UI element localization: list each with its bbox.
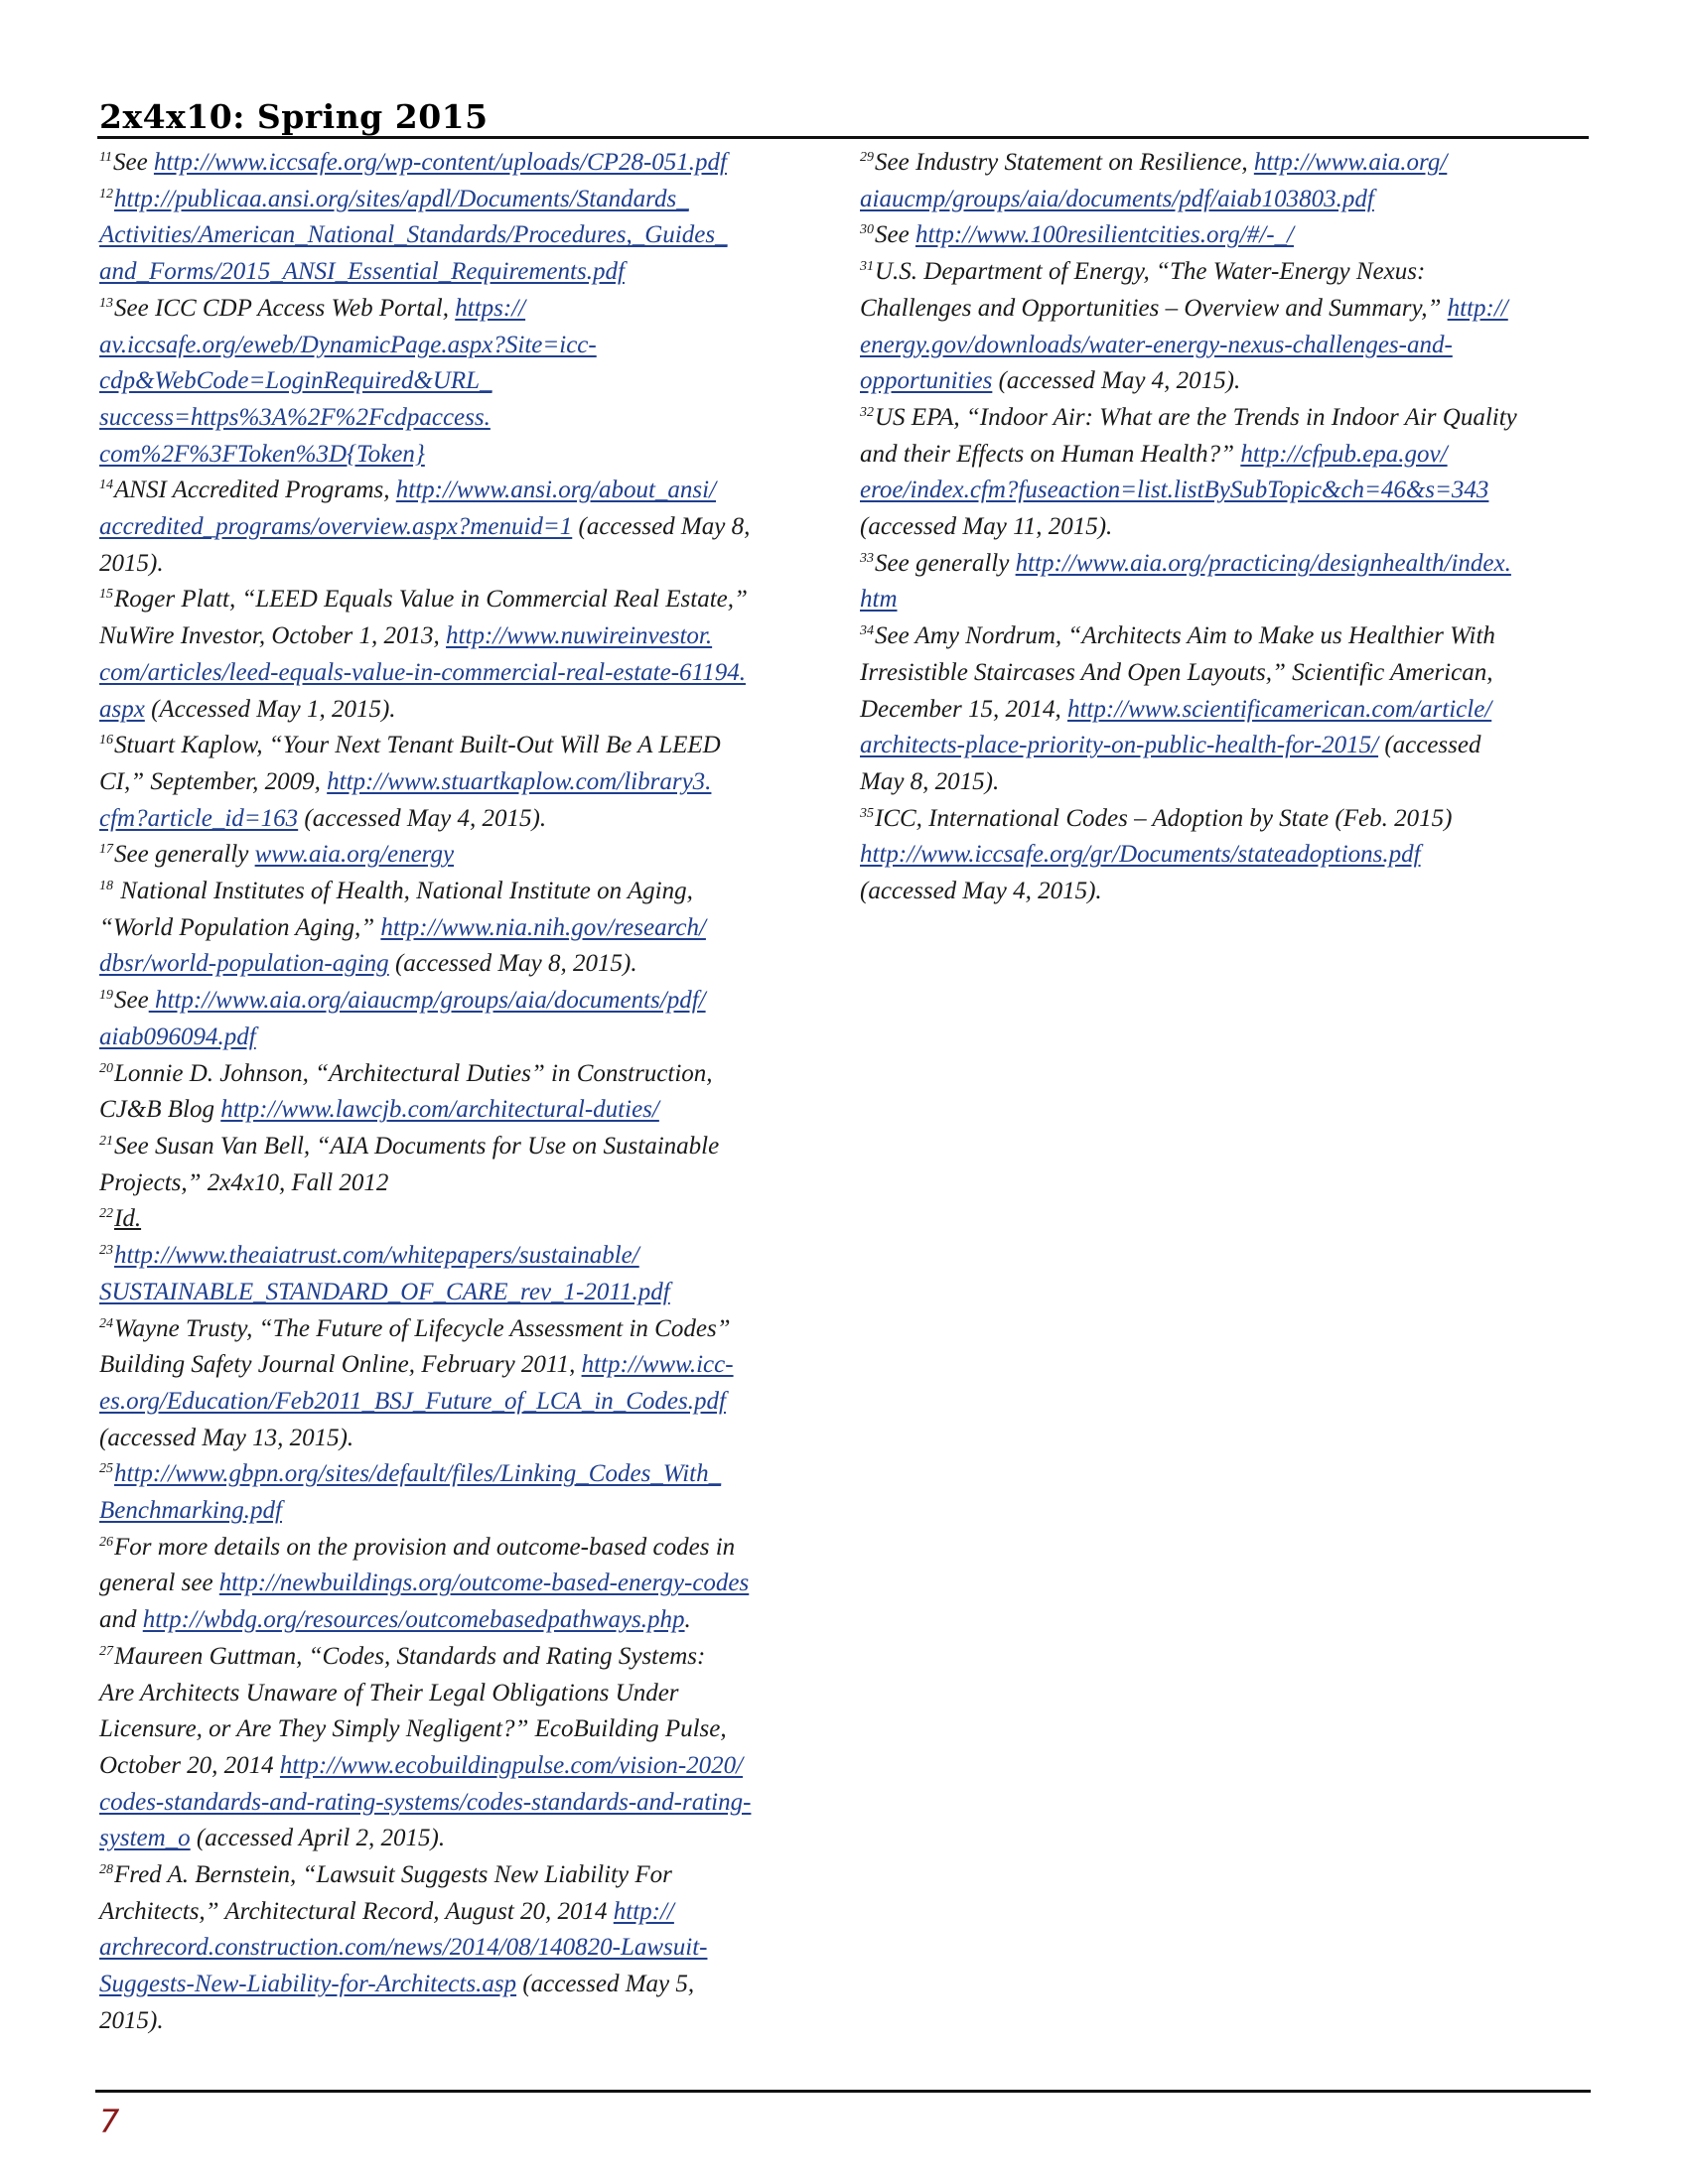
footnote-link[interactable]: http://www.gbpn.org/sites/default/files/Linking_Codes_With_ — [114, 1460, 722, 1488]
footnote-line — [860, 437, 1595, 474]
footnote-line — [99, 254, 834, 291]
footnote-line — [99, 1129, 834, 1165]
footnote-number: 34 — [860, 623, 874, 639]
footnote-line — [860, 473, 1595, 509]
footnote-link[interactable]: cfm?article_id=163 — [99, 804, 299, 832]
footnote-line — [860, 400, 1595, 437]
footnote-line — [99, 400, 834, 437]
footnote-text: 2015). — [99, 2006, 164, 2034]
footnote-link[interactable]: SUSTAINABLE_STANDARD_OF_CARE_rev_1-2011.pdf — [99, 1278, 670, 1305]
footnote-link[interactable]: cdp&WebCode=LoginRequired&URL_ — [99, 367, 492, 395]
footnote-line — [99, 182, 834, 218]
footnote-link[interactable]: http://www.scientificamerican.com/article/ — [1066, 695, 1492, 723]
footnote-25 — [99, 1456, 834, 1529]
footnote-text: . — [684, 1606, 691, 1634]
footnote-text: Id. — [114, 1205, 142, 1233]
footnote-line — [99, 1275, 834, 1311]
footnote-line — [99, 1711, 834, 1748]
footnote-text: ANSI Accredited Programs, — [114, 477, 396, 504]
footnote-text: (accessed May 13, 2015). — [99, 1424, 354, 1451]
footnote-number: 31 — [860, 259, 874, 275]
footnote-line — [860, 801, 1595, 838]
footnote-27 — [99, 1639, 834, 1857]
footnote-line — [99, 1857, 834, 1894]
footnote-text: See generally — [114, 841, 255, 869]
footnote-line — [99, 1384, 834, 1421]
footnote-number: 27 — [99, 1643, 113, 1659]
footnote-number: 12 — [99, 186, 113, 202]
footnote-link[interactable]: http://www.aia.org/ — [1253, 149, 1448, 176]
footnote-13 — [99, 291, 834, 474]
footnote-link[interactable]: http://wbdg.org/resources/outcomebasedpathways.php — [142, 1606, 685, 1634]
footer-divider — [95, 2090, 1591, 2093]
footnote-text: Licensure, or Are They Simply Negligent?” EcoBuilding Pulse, — [99, 1715, 727, 1743]
footnote-line — [99, 1530, 834, 1567]
footnote-line — [99, 1347, 834, 1384]
footnote-18 — [99, 874, 834, 983]
footnote-text: Are Architects Unaware of Their Legal Obligations Under — [99, 1679, 679, 1706]
footnote-28 — [99, 1857, 834, 2040]
footnote-number: 16 — [99, 733, 113, 749]
footnote-line — [860, 874, 1595, 910]
footnote-number: 32 — [860, 404, 874, 420]
footnote-number: 18 — [99, 879, 113, 894]
footnote-line — [99, 1311, 834, 1348]
footnote-line — [99, 1602, 834, 1639]
footnote-32 — [860, 400, 1595, 546]
footnote-26 — [99, 1530, 834, 1639]
footnote-link[interactable]: and_Forms/2015_ANSI_Essential_Requirements.pdf — [99, 258, 625, 286]
footnote-text: (accessed May 8, 2015). — [388, 950, 637, 978]
footnote-text: Roger Platt, “LEED Equals Value in Commercial Real Estate,” — [114, 586, 748, 614]
footnote-link[interactable]: http://www.lawcjb.com/architectural-duties/ — [220, 1096, 659, 1124]
footnote-line — [99, 328, 834, 364]
footnote-text: Architects,” Architectural Record, August 20, 2014 — [99, 1897, 614, 1925]
footnote-line — [99, 983, 834, 1020]
footnote-12 — [99, 182, 834, 291]
footnote-link[interactable]: opportunities — [860, 367, 993, 395]
footnote-line — [99, 1566, 834, 1602]
page-number: 7 — [99, 2103, 120, 2140]
footnote-number: 23 — [99, 1243, 113, 1259]
footnote-line — [99, 582, 834, 618]
footnote-text: See Amy Nordrum, “Architects Aim to Make us Healthier With — [875, 622, 1495, 650]
footnote-number: 17 — [99, 842, 113, 858]
footnote-link[interactable]: success=https%3A%2F%2Fcdpaccess. — [99, 403, 491, 431]
footnote-text: October 20, 2014 — [99, 1751, 280, 1779]
footnote-line — [99, 1676, 834, 1712]
footnote-line — [99, 1930, 834, 1967]
footnote-number: 14 — [99, 478, 113, 493]
footnote-line — [99, 837, 834, 874]
footnote-29 — [860, 145, 1595, 217]
footnote-link[interactable]: http://www.iccsafe.org/wp-content/uploads/CP28-051.pdf — [153, 149, 727, 176]
footnote-16 — [99, 728, 834, 837]
footnote-line — [99, 217, 834, 254]
footnote-line — [860, 618, 1595, 655]
footnote-line — [99, 1020, 834, 1056]
footnote-text: (Accessed May 1, 2015). — [144, 695, 396, 723]
footnotes-left-column — [99, 145, 834, 2040]
footnote-line — [99, 2003, 834, 2040]
footnote-line — [99, 1092, 834, 1129]
footnote-line — [99, 801, 834, 838]
footnote-link[interactable]: energy.gov/downloads/water-energy-nexus-challenges-and- — [860, 331, 1453, 358]
footnote-number: 20 — [99, 1060, 113, 1076]
footnote-text: Building Safety Journal Online, February 2011, — [99, 1351, 582, 1379]
footnote-text: US EPA, “Indoor Air: What are the Trends in Indoor Air Quality — [875, 403, 1517, 431]
footnote-link[interactable]: https:// — [455, 294, 526, 322]
footnote-text: Wayne Trusty, “The Future of Lifecycle Assessment in Codes” — [114, 1314, 731, 1342]
footnote-line — [99, 1201, 834, 1238]
footnote-19 — [99, 983, 834, 1055]
footnote-link[interactable]: accredited_programs/overview.aspx?menuid=1 — [99, 513, 573, 541]
footnote-link[interactable]: http://www.ansi.org/about_ansi/ — [395, 477, 717, 504]
footnote-link[interactable]: archrecord.construction.com/news/2014/08/140820-Lawsuit- — [99, 1934, 708, 1962]
footnote-text: ICC, International Codes – Adoption by State (Feb. 2015) — [875, 804, 1453, 832]
footnote-link[interactable]: Activities/American_National_Standards/Procedures,_Guides_ — [99, 221, 728, 249]
footnote-number: 29 — [860, 150, 874, 165]
footnote-link[interactable]: http:// — [1447, 294, 1508, 322]
footnote-number: 33 — [860, 550, 874, 566]
footnote-text: See ICC CDP Access Web Portal, — [114, 294, 456, 322]
footnote-link[interactable]: http://www.nuwireinvestor. — [446, 622, 713, 650]
footnote-line — [99, 546, 834, 583]
footnote-15 — [99, 582, 834, 728]
footnote-text: Irresistible Staircases And Open Layouts,” Scientific American, — [860, 658, 1493, 686]
footnote-text: Projects,” 2x4x10, Fall 2012 — [99, 1168, 389, 1196]
page-header-title: 2x4x10: Spring 2015 — [99, 97, 489, 136]
footnote-line — [99, 1967, 834, 2003]
footnote-text: “World Population Aging,” — [99, 913, 381, 941]
footnote-text: See generally — [875, 549, 1016, 577]
footnote-line — [99, 437, 834, 474]
footnote-23 — [99, 1238, 834, 1310]
footnote-text: See — [112, 149, 154, 176]
footnote-text: National Institutes of Health, National Institute on Aging, — [114, 878, 693, 905]
footnote-link[interactable]: http://www.aia.org/aiaucmp/groups/aia/documents/pdf/ — [148, 987, 706, 1015]
footnote-link[interactable]: aiab096094.pdf — [99, 1023, 256, 1050]
footnote-link[interactable]: htm — [860, 586, 898, 614]
footnote-line — [860, 546, 1595, 583]
footnote-line — [860, 728, 1595, 764]
footnote-text: Lonnie D. Johnson, “Architectural Duties” in Construction, — [114, 1059, 713, 1087]
footnote-line — [99, 728, 834, 764]
footnote-line — [99, 618, 834, 655]
footnote-line — [860, 182, 1595, 218]
footnote-number: 22 — [99, 1206, 113, 1222]
footnote-link[interactable]: dbsr/world-population-aging — [99, 950, 389, 978]
footnote-11 — [99, 145, 834, 182]
footnote-number: 15 — [99, 587, 113, 603]
footnote-text: CJ&B Blog — [99, 1096, 221, 1124]
footnote-line — [860, 509, 1595, 546]
footnote-line — [99, 1456, 834, 1493]
footnote-line — [860, 254, 1595, 291]
footnote-line — [99, 1894, 834, 1931]
footnote-20 — [99, 1056, 834, 1129]
footnote-text: (accessed — [1378, 732, 1481, 759]
footnote-text: Stuart Kaplow, “Your Next Tenant Built-Out Will Be A LEED — [114, 732, 721, 759]
footnote-35 — [860, 801, 1595, 910]
footnote-text: See — [875, 221, 915, 249]
footnote-number: 13 — [99, 295, 113, 311]
footnote-text: (accessed May 4, 2015). — [860, 878, 1102, 905]
footnote-24 — [99, 1311, 834, 1457]
footnote-text: (accessed May 8, — [572, 513, 751, 541]
footnote-link[interactable]: http://www.nia.nih.gov/research/ — [380, 913, 706, 941]
footnote-number: 35 — [860, 805, 874, 821]
footnote-link[interactable]: http:// — [613, 1897, 674, 1925]
footnote-link[interactable]: http://www.100resilientcities.org/#/-_/ — [914, 221, 1294, 249]
footnote-link[interactable]: com/articles/leed-equals-value-in-commercial-real-estate-61194. — [99, 658, 746, 686]
footnote-link[interactable]: http://www.theaiatrust.com/whitepapers/sustainable/ — [114, 1242, 639, 1270]
footnote-text: (accessed May 4, 2015). — [992, 367, 1241, 395]
footnote-text: 2015). — [99, 549, 164, 577]
footnote-text: See Susan Van Bell, “AIA Documents for Use on Sustainable — [114, 1132, 720, 1160]
footnote-link[interactable]: codes-standards-and-rating-systems/codes-standards-and-rating- — [99, 1788, 752, 1816]
footnote-21 — [99, 1129, 834, 1201]
footnote-line — [99, 1493, 834, 1530]
footnote-text: Fred A. Bernstein, “Lawsuit Suggests New Liability For — [114, 1861, 672, 1889]
footnote-number: 21 — [99, 1133, 113, 1149]
footnote-link[interactable]: system_o — [99, 1825, 191, 1852]
footnote-line — [860, 764, 1595, 801]
footnote-text: See Industry Statement on Resilience, — [875, 149, 1254, 176]
footnotes-right-column — [860, 145, 1595, 910]
footnote-link[interactable]: com%2F%3FToken%3D{Token} — [99, 440, 425, 468]
footnote-text: For more details on the provision and outcome-based codes in — [114, 1533, 736, 1561]
footnote-link[interactable]: http://www.aia.org/practicing/designhealth/index. — [1015, 549, 1511, 577]
footnote-34 — [860, 618, 1595, 801]
footnote-line — [860, 291, 1595, 328]
footnote-line — [99, 291, 834, 328]
footnote-number: 24 — [99, 1315, 113, 1331]
footnote-line — [99, 1748, 834, 1785]
footnote-line — [99, 946, 834, 983]
footnote-line — [860, 692, 1595, 729]
footnote-text: (accessed April 2, 2015). — [190, 1825, 446, 1852]
footnote-line — [860, 328, 1595, 364]
footnote-link[interactable]: http://www.iccsafe.org/gr/Documents/stateadoptions.pdf — [860, 841, 1421, 869]
footnote-link[interactable]: www.aia.org/energy — [254, 841, 455, 869]
footnote-link[interactable]: Suggests-New-Liability-for-Architects.asp — [99, 1971, 517, 1998]
footnote-link[interactable]: http://publicaa.ansi.org/sites/apdl/Documents/Standards_ — [114, 185, 689, 212]
footnote-text: CI,” September, 2009, — [99, 767, 328, 795]
footnote-text: U.S. Department of Energy, “The Water-Energy Nexus: — [875, 258, 1426, 286]
footnote-number: 25 — [99, 1461, 113, 1477]
footnote-text: (accessed May 5, — [516, 1971, 695, 1998]
footnote-text: (accessed May 4, 2015). — [298, 804, 547, 832]
footnote-number: 26 — [99, 1534, 113, 1550]
footnote-link[interactable]: architects-place-priority-on-public-health-for-2015/ — [860, 732, 1379, 759]
header-divider — [97, 136, 1589, 139]
footnote-text: May 8, 2015). — [860, 767, 1000, 795]
footnote-line — [99, 1238, 834, 1275]
footnote-line — [860, 655, 1595, 692]
footnote-line — [99, 473, 834, 509]
footnote-number: 28 — [99, 1862, 113, 1878]
footnote-line — [860, 837, 1595, 874]
footnote-text: and their Effects on Human Health?” — [860, 440, 1241, 468]
footnote-text: December 15, 2014, — [860, 695, 1067, 723]
footnote-17 — [99, 837, 834, 874]
footnote-link[interactable]: http://www.ecobuildingpulse.com/vision-2020/ — [279, 1751, 744, 1779]
footnote-number: 19 — [99, 988, 113, 1004]
footnote-number: 11 — [99, 150, 112, 165]
footnote-line — [99, 655, 834, 692]
footnote-line — [99, 910, 834, 947]
footnote-line — [99, 1165, 834, 1202]
footnote-link[interactable]: http://www.stuartkaplow.com/library3. — [327, 767, 712, 795]
footnote-link[interactable]: aiaucmp/groups/aia/documents/pdf/aiab103803.pdf — [860, 185, 1374, 212]
footnote-14 — [99, 473, 834, 582]
footnote-line — [99, 509, 834, 546]
footnote-line — [860, 582, 1595, 618]
footnote-link[interactable]: av.iccsafe.org/eweb/DynamicPage.aspx?Site=icc- — [99, 331, 597, 358]
footnote-line — [99, 1639, 834, 1676]
footnote-text: See — [114, 987, 149, 1015]
footnote-text: (accessed May 11, 2015). — [860, 513, 1113, 541]
footnote-line — [99, 1785, 834, 1822]
footnote-line — [99, 764, 834, 801]
footnote-link[interactable]: Benchmarking.pdf — [99, 1497, 282, 1525]
footnote-line — [99, 145, 834, 182]
footnote-31 — [860, 254, 1595, 400]
footnote-line — [99, 874, 834, 910]
footnote-text: Maureen Guttman, “Codes, Standards and Rating Systems: — [114, 1642, 706, 1670]
footnote-link[interactable]: es.org/Education/Feb2011_BSJ_Future_of_LCA_in_Codes.pdf — [99, 1387, 726, 1415]
footnote-line — [99, 1421, 834, 1457]
footnote-22 — [99, 1201, 834, 1238]
footnote-33 — [860, 546, 1595, 618]
footnote-text: NuWire Investor, October 1, 2013, — [99, 622, 447, 650]
footnote-line — [860, 363, 1595, 400]
footnote-line — [99, 1056, 834, 1093]
footnote-link[interactable]: eroe/index.cfm?fuseaction=list.listBySubTopic&ch=46&s=343 — [860, 477, 1489, 504]
footnote-text: and — [99, 1606, 143, 1634]
footnote-text: Challenges and Opportunities – Overview and Summary,” — [860, 294, 1448, 322]
footnote-text: general see — [99, 1570, 219, 1597]
footnote-link[interactable]: aspx — [99, 695, 145, 723]
footnote-line — [99, 1821, 834, 1857]
footnote-line — [860, 145, 1595, 182]
footnote-line — [99, 363, 834, 400]
footnote-link[interactable]: http://www.icc- — [581, 1351, 734, 1379]
footnote-link[interactable]: http://newbuildings.org/outcome-based-energy-codes — [218, 1570, 750, 1597]
footnote-line — [860, 217, 1595, 254]
footnote-30 — [860, 217, 1595, 254]
footnote-link[interactable]: http://cfpub.epa.gov/ — [1240, 440, 1448, 468]
footnote-number: 30 — [860, 222, 874, 238]
footnote-line — [99, 692, 834, 729]
